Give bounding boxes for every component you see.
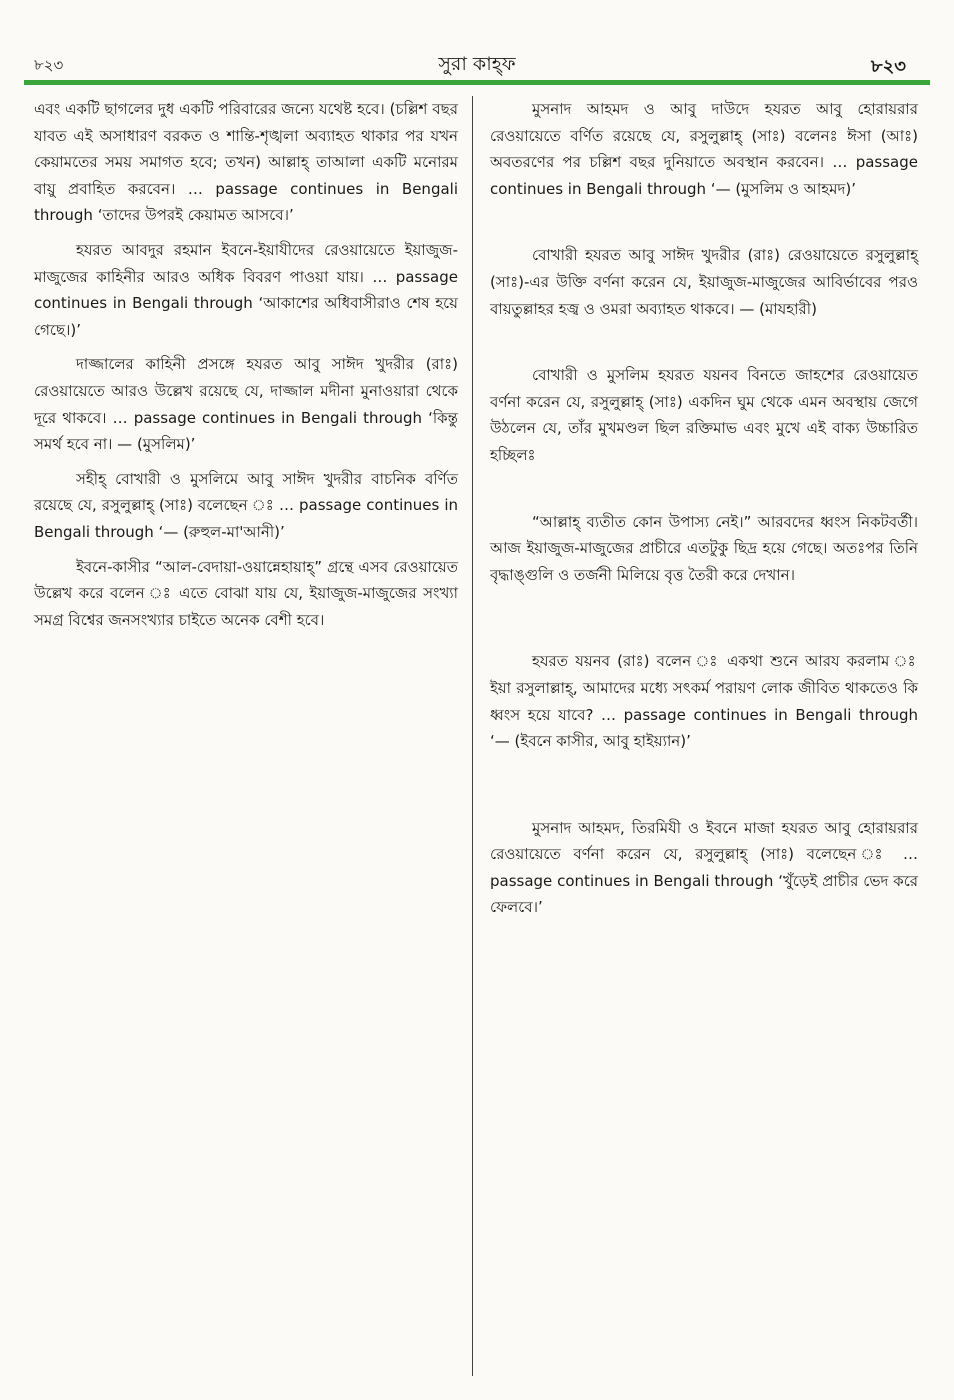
- page-title: সুরা কাহ্ফ: [438, 53, 516, 75]
- paragraph: সহীহ্ বোখারী ও মুসলিমে আবু সাঈদ খুদরীর বাচনিক বর্ণিত রয়েছে যে, রসুলুল্লাহ্ (সাঃ) বলেছেন ঃ … passage continues in Bengali through ‘— (রুহুল-মা'আনী)’: [34, 469, 458, 541]
- page-number-right: ৮২৩: [870, 56, 906, 77]
- paragraph: দাজ্জালের কাহিনী প্রসঙ্গে হযরত আবু সাঈদ খুদরীর (রাঃ) রেওয়ায়েতে আরও উল্লেখ রয়েছে যে, দাজ্জাল মদীনা মুনাওয়ারা থেকে দূরে থাকবে। … passage continues in Bengali through ‘কিন্তু সমর্থ হবে না। — (মুসলিম)’: [34, 355, 458, 454]
- paragraph: হযরত আবদুর রহমান ইবনে-ইয়াযীদের রেওয়ায়েতে ইয়াজুজ-মাজুজের কাহিনীর আরও অধিক বিবরণ পাওয়া যায়। … passage continues in Bengali through ‘আকাশের অধিবাসীরাও শেষ হয়ে গেছে।)’: [34, 240, 458, 339]
- paragraph: “আল্লাহ্ ব্যতীত কোন উপাস্য নেই।” আরবদের ধ্বংস নিকটবর্তী। আজ ইয়াজুজ-মাজুজের প্রাচীরে এতটুকু ছিদ্র হয়ে গেছে। অতঃপর তিনি বৃদ্ধাঙ্গুলি ও তর্জনী মিলিয়ে বৃত্ত তৈরী করে দেখান।: [490, 512, 918, 584]
- paragraph: ইবনে-কাসীর “আল-বেদায়া-ওয়ান্নেহায়াহ্” গ্রন্থে এসব রেওয়ায়েত উল্লেখ করে বলেন ঃ এতে বোঝা যায় যে, ইয়াজুজ-মাজুজের সংখ্যা সমগ্র বিশ্বের জনসংখ্যার চাইতে অনেক বেশী হবে।: [34, 557, 458, 629]
- paragraph: বোখারী হযরত আবু সাঈদ খুদরীর (রাঃ) রেওয়ায়েতে রসুলুল্লাহ্ (সাঃ)-এর উক্তি বর্ণনা করেন যে, ইয়াজুজ-মাজুজের আবির্ভাবের পরও বায়তুল্লাহর হজ্ব ও ওমরা অব্যাহত থাকবে। — (মাযহারী): [490, 246, 918, 318]
- right-column: [490, 96, 918, 921]
- column-divider: [472, 96, 473, 1376]
- page-header: [0, 0, 954, 90]
- paragraph: এবং একটি ছাগলের দুধ একটি পরিবারের জন্যে যথেষ্ট হবে। (চল্লিশ বছর যাবত এই অসাধারণ বরকত ও শান্তি-শৃঙ্খলা অব্যাহত থাকার পর যখন কেয়ামতের সময় সমাগত হবে; তখন) আল্লাহ্ তাআলা একটি মনোরম বায়ু প্রবাহিত করবেন। … passage continues in Bengali through ‘তাদের উপরই কেয়ামত আসবে।’: [34, 100, 458, 225]
- paragraph: মুসনাদ আহমদ, তিরমিযী ও ইবনে মাজা হযরত আবু হোরায়রার রেওয়ায়েতে বর্ণনা করেন যে, রসুলুল্লাহ্ (সাঃ) বলেছেন ঃ … passage continues in Bengali through ‘খুঁড়েই প্রাচীর ভেদ করে ফেলবে।’: [490, 818, 918, 917]
- paragraph: মুসনাদ আহমদ ও আবু দাউদে হযরত আবু হোরায়রার রেওয়ায়েতে বর্ণিত রয়েছে যে, রসুলুল্লাহ্ (সাঃ) বলেনঃ ঈসা (আঃ) অবতরণের পর চল্লিশ বছর দুনিয়াতে অবস্থান করবেন। … passage continues in Bengali through ‘— (মুসলিম ও আহমদ)’: [490, 100, 918, 198]
- left-column: [34, 96, 458, 633]
- paragraph: বোখারী ও মুসলিম হযরত যয়নব বিনতে জাহশের রেওয়ায়েত বর্ণনা করেন যে, রসুলুল্লাহ্ (সাঃ) একদিন ঘুম থেকে এমন অবস্থায় জেগে উঠলেন যে, তাঁর মুখমণ্ডল ছিল রক্তিমাভ এবং মুখে এই বাক্য উচ্চারিত হচ্ছিলঃ: [490, 366, 918, 464]
- header-rule: [24, 80, 930, 85]
- page-number-left: ৮২৩: [34, 56, 64, 74]
- paragraph: হযরত যয়নব (রাঃ) বলেন ঃ একথা শুনে আরয করলাম ঃ ইয়া রসুলাল্লাহ্, আমাদের মধ্যে সৎকর্ম পরায়ণ লোক জীবিত থাকতেও কি ধ্বংস হয়ে যাবে? … passage continues in Bengali through ‘— (ইবনে কাসীর, আবু হাইয়্যান)’: [490, 652, 918, 751]
